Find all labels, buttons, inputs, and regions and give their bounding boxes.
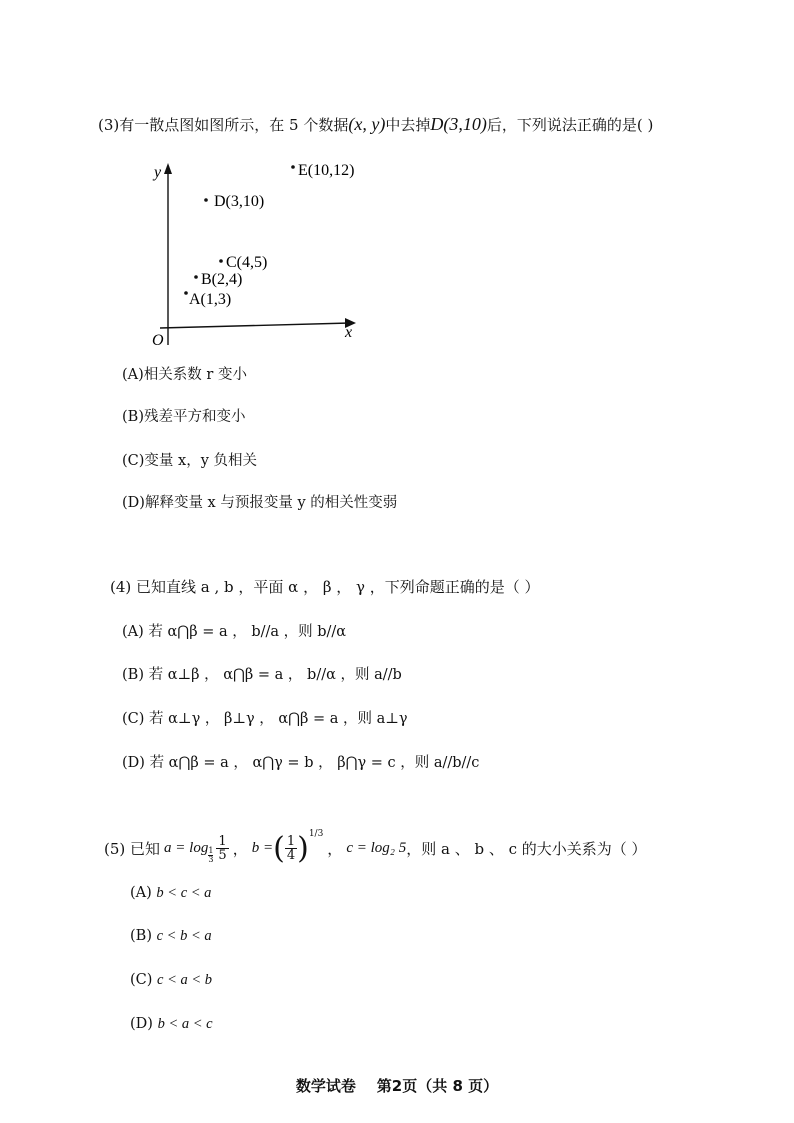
option-tag: (C): [130, 972, 153, 988]
y-axis-arrow: [164, 163, 172, 174]
fraction-denominator: 4: [286, 847, 296, 863]
option-tag: (B): [122, 409, 144, 425]
option-tag: (C): [122, 711, 145, 727]
option-text: 变量 x，y 负相关: [144, 453, 258, 469]
option-tag: (A): [122, 367, 144, 383]
q5-b-fraction: [285, 835, 297, 862]
q5-b-def: b =: [251, 839, 274, 856]
option-text: 残差平方和变小: [143, 409, 246, 425]
q4-option-c: [122, 707, 408, 728]
q5-option-c: [130, 972, 212, 989]
q5-stem: [104, 826, 647, 870]
option-text: 若 α⊥β ， α⋂β = a ， b//α ，则 a//b: [148, 667, 402, 683]
q5-c-def: c = log₂ 5: [346, 839, 407, 856]
y-axis-label: y: [154, 164, 162, 181]
q3-stem-xy: (x, y): [348, 114, 386, 134]
q3-option-c: [122, 449, 257, 470]
q3-stem-mid: 中去掉: [385, 116, 431, 134]
option-tag: (A): [122, 624, 144, 640]
option-tag: (A): [130, 885, 152, 901]
fraction-numerator: 1: [218, 833, 227, 849]
q4-option-d: [122, 751, 479, 772]
q3-stem: [98, 114, 653, 135]
point-a: [184, 291, 188, 295]
option-text: 相关系数 r 变小: [143, 367, 247, 383]
q3-stem-post: 后，下列说法正确的是( ): [486, 116, 654, 134]
x-axis-label: x: [345, 324, 353, 341]
log-base-denominator: 3: [208, 854, 214, 864]
page-footer: 数学试卷 第2页（共 8 页）: [295, 1077, 499, 1095]
option-text: b < a < c: [157, 1016, 213, 1032]
option-text: 若 α⋂β = a ， α⋂γ = b ， β⋂γ = c ，则 a//b//c: [149, 755, 480, 771]
option-text: b < c < a: [156, 885, 212, 901]
option-text: 若 α⊥γ ， β⊥γ ， α⋂β = a ，则 a⊥γ: [149, 711, 408, 727]
q3-scatter-plot: [140, 155, 380, 350]
q5-label: (5) 已知: [104, 839, 161, 858]
point-e: [291, 165, 295, 169]
q3-stem-pre: (3)有一散点图如图所示，在 5 个数据: [98, 116, 349, 134]
q5-a-def: a = log: [164, 839, 209, 856]
q5-sep-2: ，: [327, 839, 343, 858]
q5-sep-1: ，: [232, 839, 248, 858]
q5-option-d: [130, 1016, 213, 1033]
option-tag: (D): [130, 1016, 153, 1032]
option-tag: (B): [130, 928, 152, 944]
point-b-label: B(2,4): [201, 271, 243, 288]
option-tag: (C): [122, 453, 145, 469]
option-tag: (D): [122, 755, 145, 771]
origin-label: O: [152, 332, 164, 349]
q5-b-exponent: 1/3: [308, 829, 324, 839]
q3-stem-point: D(3,10): [430, 114, 487, 134]
q4-option-b: [122, 663, 402, 684]
option-text: 解释变量 x 与预报变量 y 的相关性变弱: [144, 495, 398, 511]
q3-option-b: [122, 405, 245, 426]
x-axis-line: [160, 323, 350, 328]
q3-option-d: [122, 491, 397, 512]
point-d: [204, 198, 208, 202]
fraction-denominator: 5: [218, 847, 227, 863]
point-b: [194, 275, 198, 279]
log-base-numerator: 1: [208, 845, 214, 855]
option-tag: (B): [122, 667, 144, 683]
option-tag: (D): [122, 495, 145, 511]
option-text: 若 α⋂β = a ， b//a ，则 b//α: [148, 624, 347, 640]
point-c-label: C(4,5): [226, 254, 268, 271]
q5-tail: ，则 a 、 b 、 c 的大小关系为（ ）: [406, 839, 647, 858]
point-a-label: A(1,3): [189, 291, 232, 308]
q4-stem: (4) 已知直线 a , b ，平面 α ， β ， γ ，下列命题正确的是（ ）: [110, 578, 540, 596]
q5-option-b: [130, 928, 212, 945]
option-text: c < b < a: [156, 928, 212, 944]
q5-a-log-base: [208, 847, 213, 864]
q3-option-a: [122, 363, 247, 384]
option-text: c < a < b: [157, 972, 213, 988]
q5-option-a: [130, 885, 211, 902]
fraction-numerator: 1: [286, 833, 296, 849]
q5-b-open-paren: (: [273, 830, 285, 866]
q4-option-a: [122, 620, 346, 641]
q5-a-arg-fraction: [216, 835, 228, 862]
point-c: [219, 259, 223, 263]
q5-b-close-paren: ): [297, 830, 309, 866]
point-d-label: D(3,10): [214, 193, 265, 210]
point-e-label: E(10,12): [298, 162, 355, 179]
